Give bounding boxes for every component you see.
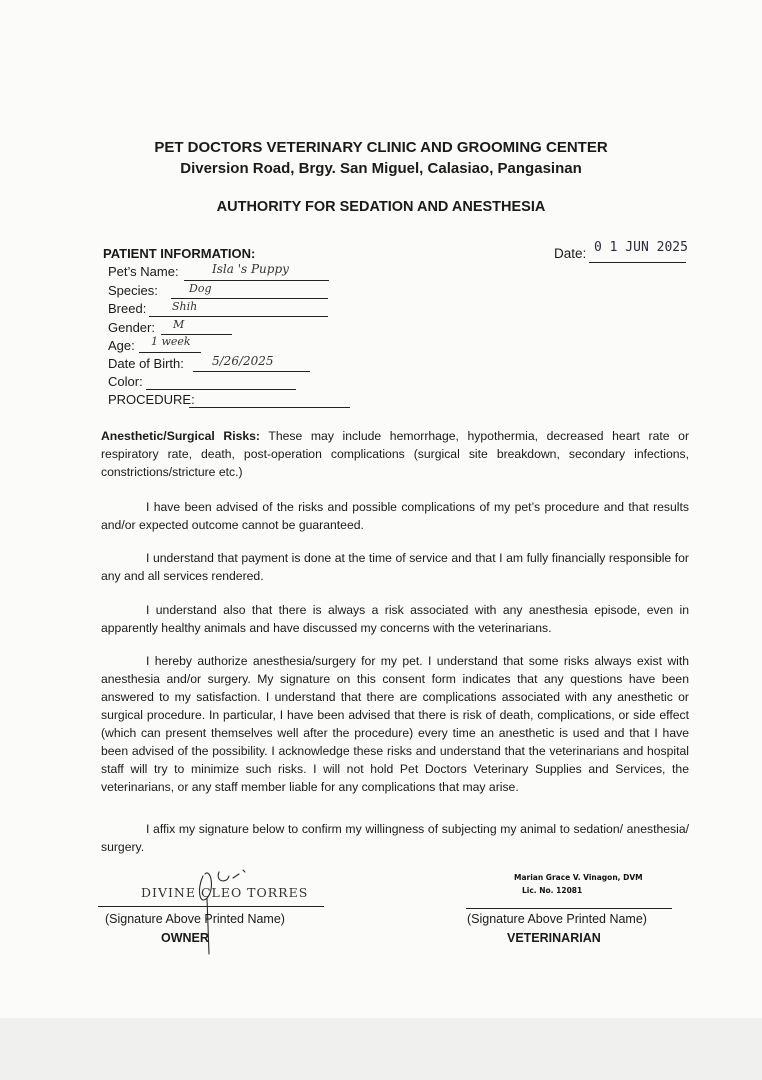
paragraph-affix: I affix my signature below to confirm my willingness of subjecting my animal to sedation/ anesthesia/ surgery.	[101, 822, 689, 854]
species-value: Dog	[189, 282, 212, 295]
owner-printed-name: DIVINE CLEO TORRES	[141, 885, 309, 900]
vet-role: VETERINARIAN	[507, 931, 601, 945]
risks-paragraph	[101, 427, 689, 481]
clinic-name: PET DOCTORS VETERINARY CLINIC AND GROOMING CENTER	[154, 139, 608, 156]
procedure-label: PROCEDURE:	[108, 392, 195, 407]
vet-signature-caption: (Signature Above Printed Name)	[467, 912, 647, 926]
vet-signature-line	[466, 908, 672, 909]
gender-value: M	[173, 318, 185, 331]
scan-bottom-margin	[0, 1018, 762, 1080]
pet-name-value: Isla 's Puppy	[212, 262, 289, 276]
breed-label: Breed:	[108, 301, 147, 316]
vet-stamp-name: Marian Grace V. Vinagon, DVM	[514, 873, 643, 882]
gender-label: Gender:	[108, 320, 155, 335]
breed-line	[149, 316, 328, 317]
color-label: Color:	[108, 374, 143, 389]
pet-name-label: Pet’s Name:	[108, 264, 179, 279]
procedure-line	[189, 407, 350, 408]
age-value: 1 week	[151, 335, 191, 348]
owner-signature-caption: (Signature Above Printed Name)	[105, 912, 285, 926]
paragraph-authorize: I hereby authorize anesthesia/surgery for my pet. I understand that some risks always exist with anesthesia and/or surgery. My signature on this consent form indicates that any questions have been answered to my satisfaction. I understand that there are complications associated with any anesthetic or surgical procedure. In particular, I have been advised that there is risk of death, complications, or side effect (which can present themselves well after the procedure) every time an anesthetic is used and that I have been advised of the possibility. I acknowledge these risks and understand that the veterinarians and hospital staff will try to minimize such risks. I will not hold Pet Doctors Veterinary Supplies and Services, the veterinarians, or any staff member liable for any complications that may arise.	[101, 654, 689, 794]
breed-value: Shih	[172, 300, 198, 313]
age-label: Age:	[108, 338, 135, 353]
dob-value: 5/26/2025	[212, 354, 274, 368]
date-line	[589, 262, 686, 263]
age-line	[139, 352, 201, 353]
form-title: AUTHORITY FOR SEDATION AND ANESTHESIA	[216, 199, 546, 215]
dob-label: Date of Birth:	[108, 356, 184, 371]
dob-line	[193, 371, 310, 372]
clinic-address: Diversion Road, Brgy. San Miguel, Calasiao, Pangasinan	[180, 160, 582, 177]
species-label: Species:	[108, 283, 158, 298]
owner-role: OWNER	[161, 931, 209, 945]
species-line	[171, 298, 328, 299]
paragraph-payment: I understand that payment is done at the time of service and that I am fully financially responsible for any and all services rendered.	[101, 551, 689, 583]
date-label: Date:	[554, 246, 587, 261]
pet-name-line	[184, 280, 329, 281]
risks-label: Anesthetic/Surgical Risks:	[101, 429, 260, 443]
patient-info-heading: PATIENT INFORMATION:	[103, 246, 256, 261]
owner-signature-line	[98, 906, 324, 907]
vet-stamp-license: Lic. No. 12081	[522, 886, 583, 895]
color-line	[146, 389, 296, 390]
date-stamp-value: 0 1 JUN 2025	[594, 240, 688, 255]
paragraph-advised: I have been advised of the risks and possible complications of my pet’s procedure and that results and/or expected outcome cannot be guaranteed.	[101, 500, 689, 532]
paragraph-risk: I understand also that there is always a risk associated with any anesthesia episode, even in apparently healthy animals and have discussed my concerns with the veterinarians.	[101, 603, 689, 635]
risks-text: These may include hemorrhage, hypothermia, decreased heart rate or respiratory rate, death, post-operation complications (surgical site breakdown, secondary infections, constrictions/stricture etc.)	[101, 429, 690, 479]
